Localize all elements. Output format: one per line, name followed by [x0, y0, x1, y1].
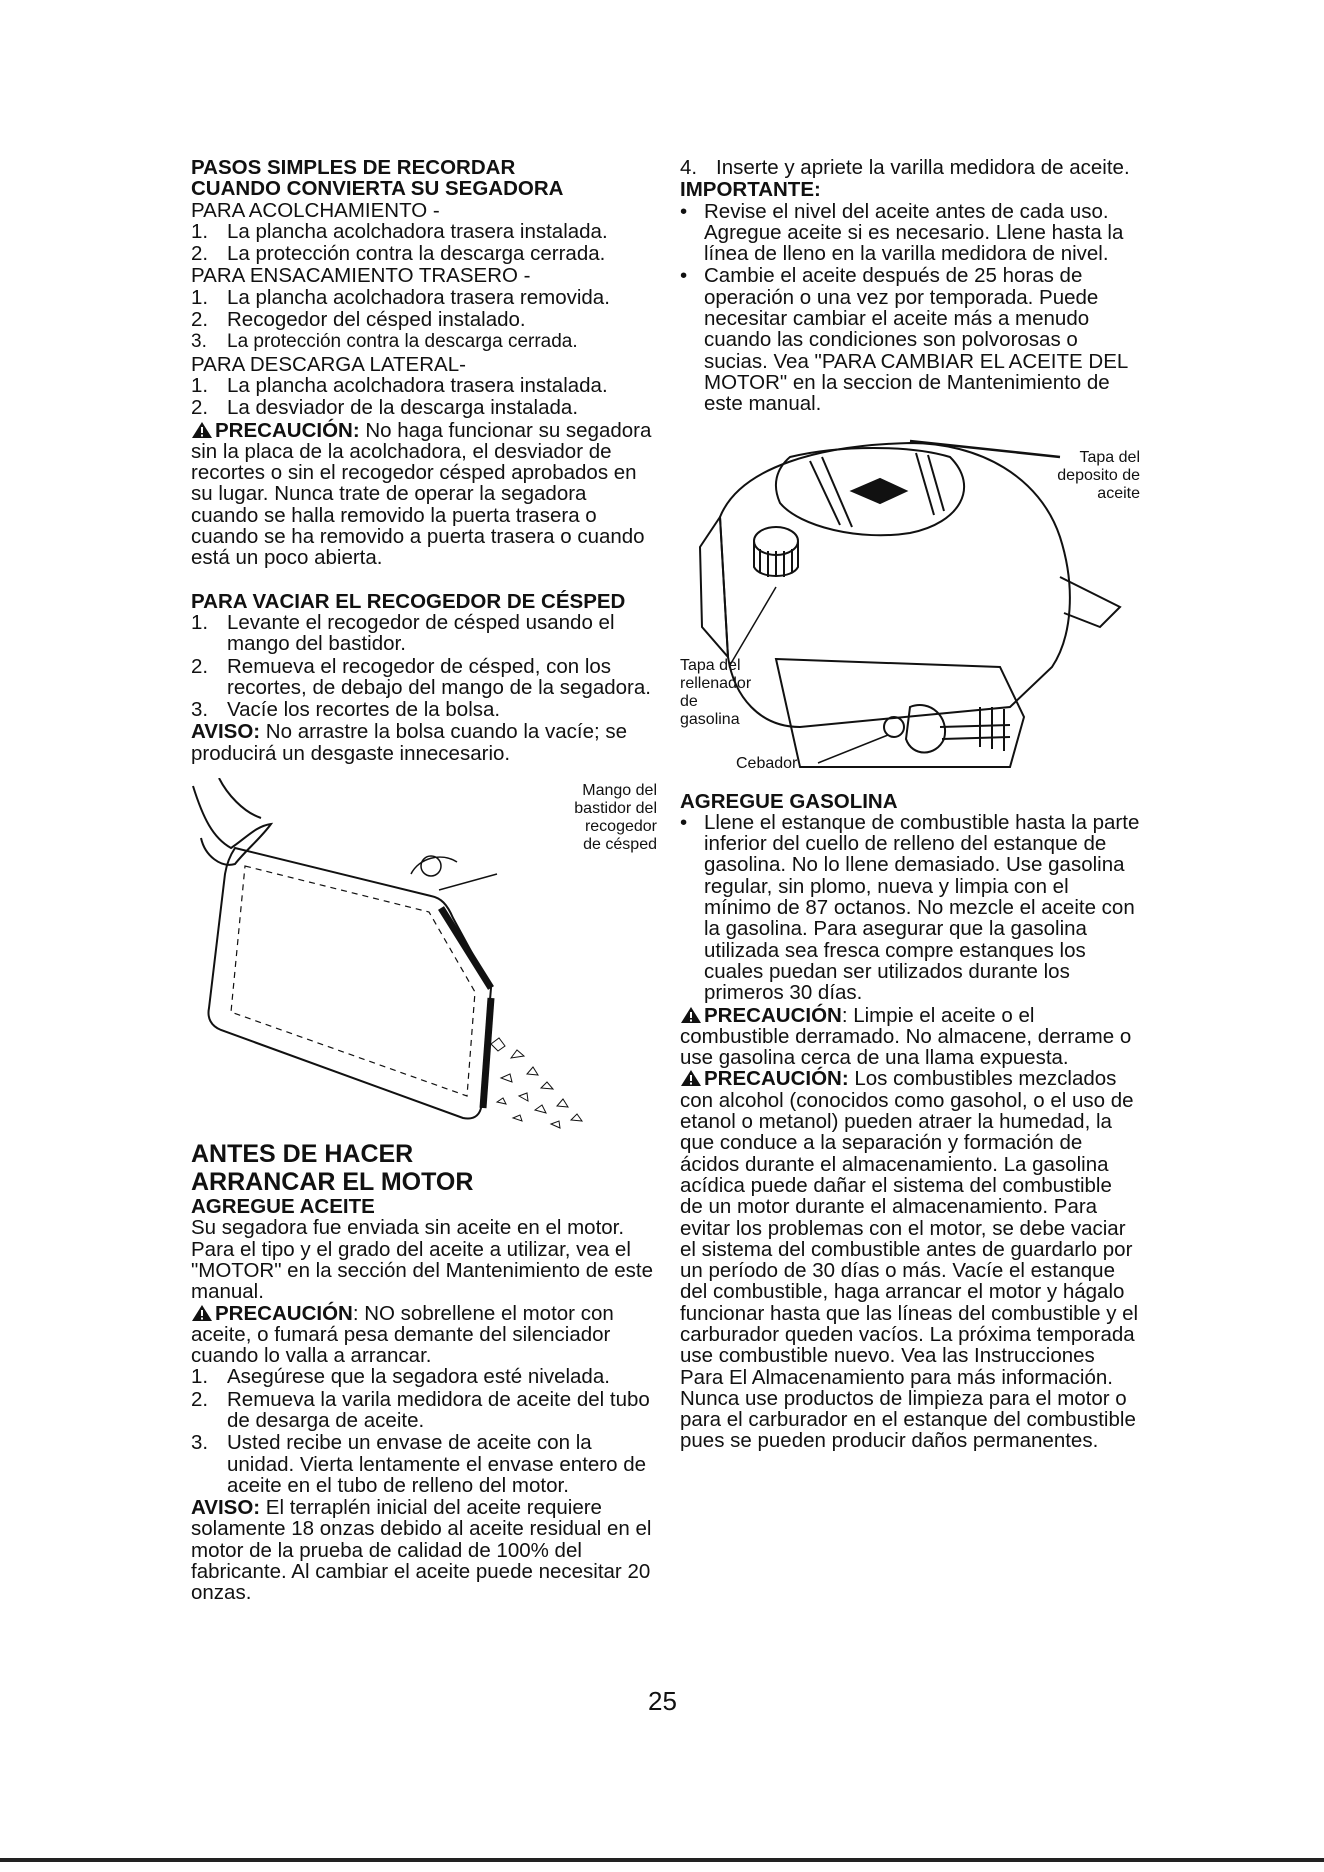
notice-text: No arrastre la bolsa cuando la vacíe; se producirá un desgaste innecesario.	[191, 720, 628, 765]
rear-bag-list	[191, 287, 657, 353]
caution-text: No haga funcionar su segadora sin la placa de la acolchadora, el desviador de recortes o sin el recogedor césped aprobados en su lugar. Nunca trate de operar la segadora cuando se halla removido la puerta trasera o cuando se ha removido a puerta trasera o cuando está un poco abierta.	[191, 418, 652, 570]
item-text: La plancha acolchadora trasera instalada.	[227, 219, 608, 243]
mulch-list	[191, 221, 657, 265]
rear-bag-heading: PARA ENSACAMIENTO TRASERO -	[191, 264, 531, 288]
warning-triangle-icon	[191, 1304, 213, 1322]
item-number: 3.	[191, 698, 209, 722]
caution-label: PRECAUCIÓN:	[704, 1067, 849, 1091]
list-item	[191, 243, 657, 264]
caution-text: : NO sobrellene el motor con aceite, o fumará pesa demante del silenciador cuando lo valla a arrancar.	[191, 1301, 614, 1368]
item-text: La plancha acolchadora trasera removida.	[227, 285, 610, 309]
item-number: 2.	[191, 242, 209, 266]
page-number: 25	[648, 1686, 677, 1716]
grass-catcher-figure	[191, 778, 657, 1140]
caution-text: Los combustibles mezclados con alcohol (conocidos como gasohol, o el uso de etanol o metanol) pueden atraer la humedad, la que conduce a la separación y formación de ácidos durante el almacenamiento. La gasolina acídica puede dañar el sistema del combustible de un motor durante el almacenamiento. Para evitar los problemas con el motor, se debe vaciar el sistema del combustible antes de guardarlo por un período de 30 días o más. Vacíe el estanque del combustible, haga arrancar el motor y hágalo funcionar hasta que las líneas del combustible y el carburador queden vacíos. La próxima temporada use combustible nuevo. Vea las Instrucciones Para El Almacenamiento para más información. Nunca use productos de limpieza para el motor o para el carburador en el estanque del combustible pues se pueden producir daños permanentes.	[680, 1067, 1139, 1453]
caution-label: PRECAUCIÓN	[215, 1301, 353, 1325]
oil-steps-list	[191, 1366, 657, 1496]
important-title: IMPORTANTE:	[680, 178, 821, 202]
list-item	[191, 656, 657, 699]
item-text: Vacíe los recortes de la bolsa.	[227, 698, 501, 722]
item-number: 2.	[191, 396, 209, 420]
notice-paragraph	[191, 721, 657, 764]
before-starting-title-line2: ARRANCAR EL MOTOR	[191, 1168, 474, 1197]
warning-triangle-icon	[680, 1069, 702, 1087]
list-item	[191, 331, 657, 352]
before-starting-title-line1: ANTES DE HACER	[191, 1140, 414, 1169]
warning-triangle-icon	[191, 421, 213, 439]
add-gas-list	[680, 812, 1140, 1004]
item-text: Llene el estanque de combustible hasta la parte inferior del cuello de relleno del estanque de gasolina. No lo llene demasiado. Use gasolina regular, sin plomo, nueva y limpia con el mínimo de 87 octanos. No mezcle el aceite con la gasolina. Para asegurar que la gasolina utilizada sea fresca compre estanques los cuales puedan ser utilizados durante los primeros 30 días.	[704, 810, 1140, 1005]
item-text: La desviador de la descarga instalada.	[227, 396, 579, 420]
item-text: La plancha acolchadora trasera instalada.	[227, 373, 608, 397]
item-number: 2.	[191, 1387, 209, 1411]
item-text: Remueva la varila medidora de aceite del tubo de desarga de aceite.	[227, 1387, 650, 1432]
caution-text: : Limpie el aceite o el combustible derramado. No almacene, derrame o use gasolina cerca de una llama expuesta.	[680, 1003, 1132, 1070]
item-text: Remueva el recogedor de césped, con los recortes, de debajo del mango de la segadora.	[227, 654, 651, 699]
list-item	[191, 309, 657, 330]
oil-step-4	[680, 157, 1140, 178]
add-gas-title: AGREGUE GASOLINA	[680, 789, 898, 813]
item-text: La protección contra la descarga cerrada.	[227, 331, 578, 353]
list-item	[191, 221, 657, 242]
item-number: 3.	[191, 331, 207, 353]
item-text: Cambie el aceite después de 25 horas de operación o una vez por temporada. Puede necesitar cambiar el aceite más a menudo cuando las condiciones son polvorosas o sucias. Vea "PARA CAMBIAR EL ACEITE DEL MOTOR" en la seccion de Mantenimiento de este manual.	[704, 264, 1128, 416]
mulch-heading: PARA ACOLCHAMIENTO -	[191, 198, 440, 222]
list-item	[191, 1389, 657, 1432]
empty-catcher-list	[191, 612, 657, 720]
list-item	[680, 157, 1140, 178]
item-text: Recogedor del césped instalado.	[227, 308, 526, 332]
bullet: •	[680, 810, 688, 834]
caution-label: PRECAUCIÓN	[704, 1003, 842, 1027]
side-discharge-heading: PARA DESCARGA LATERAL-	[191, 352, 466, 376]
bullet: •	[680, 199, 688, 223]
list-item	[680, 201, 1140, 265]
list-item	[191, 612, 657, 655]
caution-label: PRECAUCIÓN:	[215, 418, 360, 442]
side-discharge-list	[191, 375, 657, 419]
right-column	[680, 157, 1140, 1452]
item-number: 1.	[191, 373, 209, 397]
add-oil-text: Su segadora fue enviada sin aceite en el motor. Para el tipo y el grado del aceite a utilizar, vea el "MOTOR" en la sección del Mantenimiento de este manual.	[191, 1216, 653, 1304]
important-list	[680, 201, 1140, 415]
add-oil-title: AGREGUE ACEITE	[191, 1195, 375, 1219]
list-item	[191, 699, 657, 720]
primer-label: Cebador	[736, 754, 798, 772]
item-text: Asegúrese que la segadora esté nivelada.	[227, 1365, 610, 1389]
notice-label: AVISO:	[191, 1496, 261, 1520]
warning-triangle-icon	[680, 1006, 702, 1024]
item-text: La protección contra la descarga cerrada.	[227, 242, 606, 266]
list-item	[191, 375, 657, 396]
item-number: 1.	[191, 285, 209, 309]
caution-paragraph	[680, 1005, 1140, 1069]
item-text: Levante el recogedor de césped usando el mango del bastidor.	[227, 610, 615, 656]
item-number: 3.	[191, 1431, 209, 1455]
left-column	[191, 157, 657, 1604]
list-item	[191, 1366, 657, 1387]
item-number: 1.	[191, 1365, 209, 1389]
list-item	[680, 812, 1140, 1004]
engine-figure	[680, 427, 1140, 785]
bullet: •	[680, 264, 688, 288]
item-text: Usted recibe un envase de aceite con la unidad. Vierta lentamente el envase entero de aceite en el tubo de relleno del motor.	[227, 1431, 647, 1497]
fuel-cap-label: Tapa del rellenador de gasolina	[680, 656, 752, 728]
item-number: 1.	[191, 610, 209, 634]
item-number: 2.	[191, 308, 209, 332]
item-number: 4.	[680, 156, 698, 179]
grass-catcher-handle-label: Mango del bastidor del recogedor de césped	[574, 782, 657, 854]
item-number: 2.	[191, 654, 209, 678]
item-text: Inserte y apriete la varilla medidora de aceite.	[716, 156, 1130, 179]
steps-title-line2: CUANDO CONVIERTA SU SEGADORA	[191, 177, 564, 201]
item-text: Revise el nivel del aceite antes de cada uso. Agregue aceite si es necesario. Llene hasta la línea de lleno en la varilla medidora de nivel.	[704, 199, 1124, 266]
empty-catcher-title: PARA VACIAR EL RECOGEDOR DE CÉSPED	[191, 589, 626, 613]
notice-text: El terraplén inicial del aceite requiere solamente 18 onzas debido al aceite residual en el motor de la prueba de calidad de 100% del fabricante. Al cambiar el aceite puede necesitar 20 onzas.	[191, 1496, 652, 1605]
bottom-rule	[0, 1858, 1324, 1862]
list-item	[191, 397, 657, 418]
caution-paragraph	[680, 1068, 1140, 1451]
list-item	[680, 265, 1140, 414]
caution-paragraph	[191, 420, 657, 569]
list-item	[191, 287, 657, 308]
caution-paragraph	[191, 1303, 657, 1367]
notice-label: AVISO:	[191, 720, 261, 744]
steps-title-line1: PASOS SIMPLES DE RECORDAR	[191, 156, 516, 179]
notice-paragraph	[191, 1497, 657, 1603]
oil-cap-label: Tapa del deposito de aceite	[1057, 448, 1140, 502]
list-item	[191, 1432, 657, 1496]
item-number: 1.	[191, 219, 209, 243]
